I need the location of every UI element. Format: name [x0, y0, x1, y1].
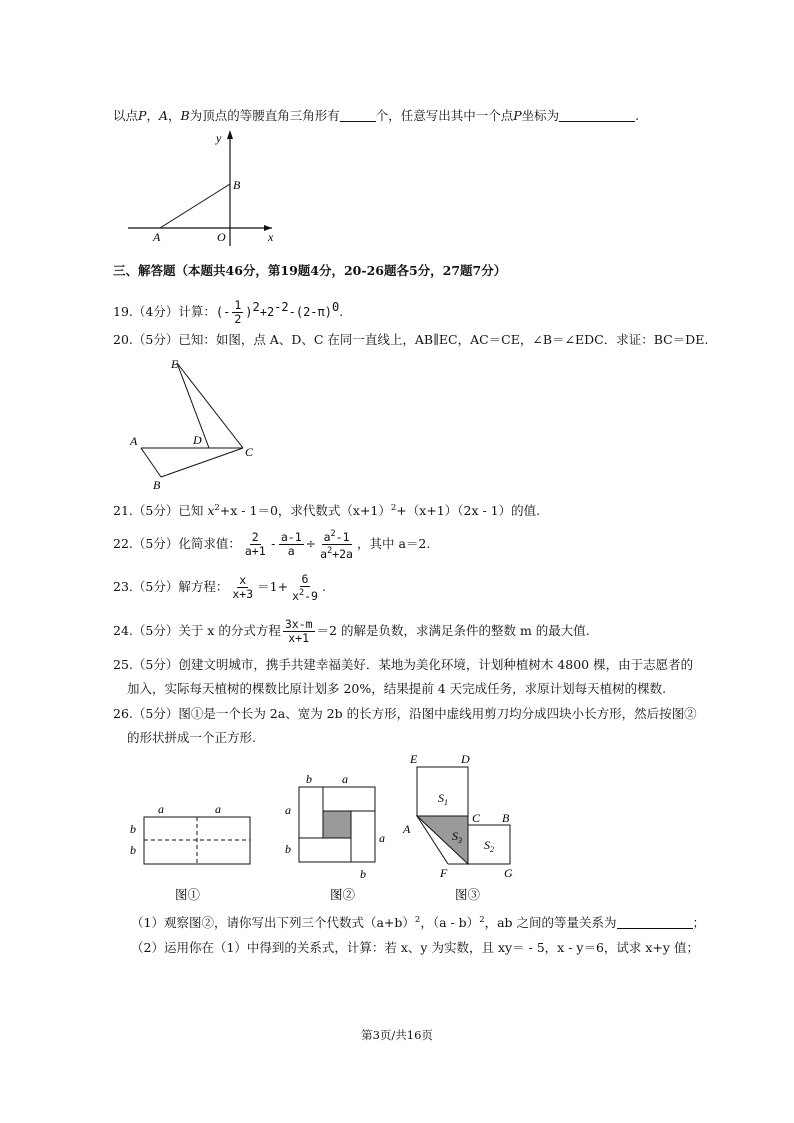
question-26-part1: （1）观察图②，请你写出下列三个代数式$(a+b)^2$，（a - b）$^2$，ab 之间的等量关系为 ；: [131, 915, 706, 931]
label-s1: $S_1$: [438, 791, 448, 807]
section-heading: 三、解答题（本题共46分，第19题4分，20-26题各5分，27题7分）: [113, 263, 507, 278]
label-d: D: [193, 433, 202, 447]
label-b: b: [306, 772, 312, 786]
question-21: 21.（5分）已知 $x^2+x - 1=0$，求代数式$(x+1)^2+(x+1)(2x - 1)$的值.: [113, 503, 541, 519]
question-25-line2: 加入，实际每天植树的棵数比原计划多 20%，结果提前 4 天完成任务，求原计划每天植树的棵数.: [127, 681, 667, 696]
label-a: A: [130, 434, 138, 448]
label-s3: $S_3$: [452, 829, 462, 845]
figure-1: [125, 800, 265, 905]
label-a: a: [158, 802, 164, 816]
label-a: A: [403, 822, 411, 836]
segment-ab: [141, 448, 161, 477]
question-26-part2: （2）运用你在（1）中得到的关系式，计算：若 x、y 为实数，且 xy＝ - 5，x - y＝6，试求 x+y 值；: [131, 940, 699, 955]
label-b: b: [130, 822, 136, 836]
segment-ab: [160, 184, 230, 228]
answer-blank[interactable]: [340, 109, 376, 122]
label-a: a: [342, 772, 348, 786]
label-b: B: [153, 478, 161, 492]
page-number: 第3页/共16页: [361, 1028, 433, 1042]
caption: 图③: [455, 888, 481, 902]
q18-tail-line: 以点P，A，B为顶点的等腰直角三角形有 个，任意写出其中一个点P坐标为 .: [113, 108, 640, 123]
label-c: C: [472, 811, 481, 825]
label-y: y: [216, 131, 222, 145]
label-b: b: [360, 867, 366, 881]
caption: 图②: [330, 888, 356, 902]
question-24: 24.（5分）关于 x 的分式方程 $\frac{3x-m}{x+1}$ ＝2 的解是负数，求满足条件的整数 m 的最大值.: [113, 617, 590, 645]
label-b: B: [502, 811, 510, 825]
label-a: A: [153, 230, 161, 244]
fraction: $\frac{x}{x+3}$: [232, 573, 254, 601]
question-22: 22.（5分）化简求值： $\frac{2}{a+1}$ - $\frac{a-1}{a}$ ÷ $\frac{a^2-1}{a^2+2a}$ ，其中 a＝2.: [113, 529, 431, 561]
label-e: E: [171, 357, 179, 371]
fraction: $\frac{a-1}{a}$: [280, 530, 302, 558]
label-a: a: [215, 802, 221, 816]
question-19: 19.（4分）计算：(- $\frac{1}{2}$ )$^2+2^{-2}-(2-\pi)^0$.: [113, 298, 344, 327]
label-g: G: [504, 866, 513, 880]
question-23: 23.（5分）解方程： $\frac{x}{x+3}$ ＝1+ $\frac{6}{x^2-9}$ .: [113, 571, 326, 603]
label-b: B: [233, 178, 241, 192]
label-x: x: [268, 230, 274, 244]
figure-2: [280, 770, 400, 905]
answer-blank[interactable]: [559, 109, 635, 122]
question-26-line1: 26.（5分）图①是一个长为 2a、宽为 2b 的长方形，沿图中虚线用剪刀均分成四块小长方形，然后按图②: [113, 706, 697, 721]
segment-ec: [177, 363, 243, 448]
fraction: $\frac{3x-m}{x+1}$: [284, 617, 313, 645]
label-c: C: [245, 445, 254, 459]
label-f: F: [440, 866, 448, 880]
figure-3: [400, 750, 530, 905]
y-axis-arrow: [227, 130, 233, 139]
label-d: D: [461, 752, 470, 766]
triangle-figure: [125, 355, 265, 495]
label-b: b: [130, 843, 136, 857]
label-o: O: [217, 230, 226, 244]
label-b: b: [285, 842, 291, 856]
label-a: a: [285, 803, 291, 817]
segment-bc: [161, 448, 243, 477]
caption: 图①: [175, 888, 201, 902]
coordinate-figure: [120, 128, 290, 248]
question-25-line1: 25.（5分）创建文明城市，携手共建幸福美好．某地为美化环境，计划种植树木 4800 棵，由于志愿者的: [113, 657, 694, 672]
center-square: [323, 811, 351, 838]
fraction: $\frac{a^2-1}{a^2+2a}$: [320, 529, 353, 561]
answer-blank[interactable]: [617, 916, 693, 929]
label-s2: $S_2$: [484, 838, 494, 854]
fraction-half: $\frac{1}{2}$: [234, 298, 242, 327]
question-20: 20.（5分）已知：如图，点 A、D、C 在同一直线上，AB∥EC，AC＝CE，∠B＝∠EDC．求证：BC＝DE.: [113, 332, 709, 347]
fraction: $\frac{2}{a+1}$: [244, 530, 266, 558]
fraction: $\frac{6}{x^2-9}$: [292, 571, 318, 603]
label-e: E: [410, 752, 418, 766]
question-26-line2: 的形状拼成一个正方形.: [127, 730, 256, 745]
label-a: a: [379, 831, 385, 845]
